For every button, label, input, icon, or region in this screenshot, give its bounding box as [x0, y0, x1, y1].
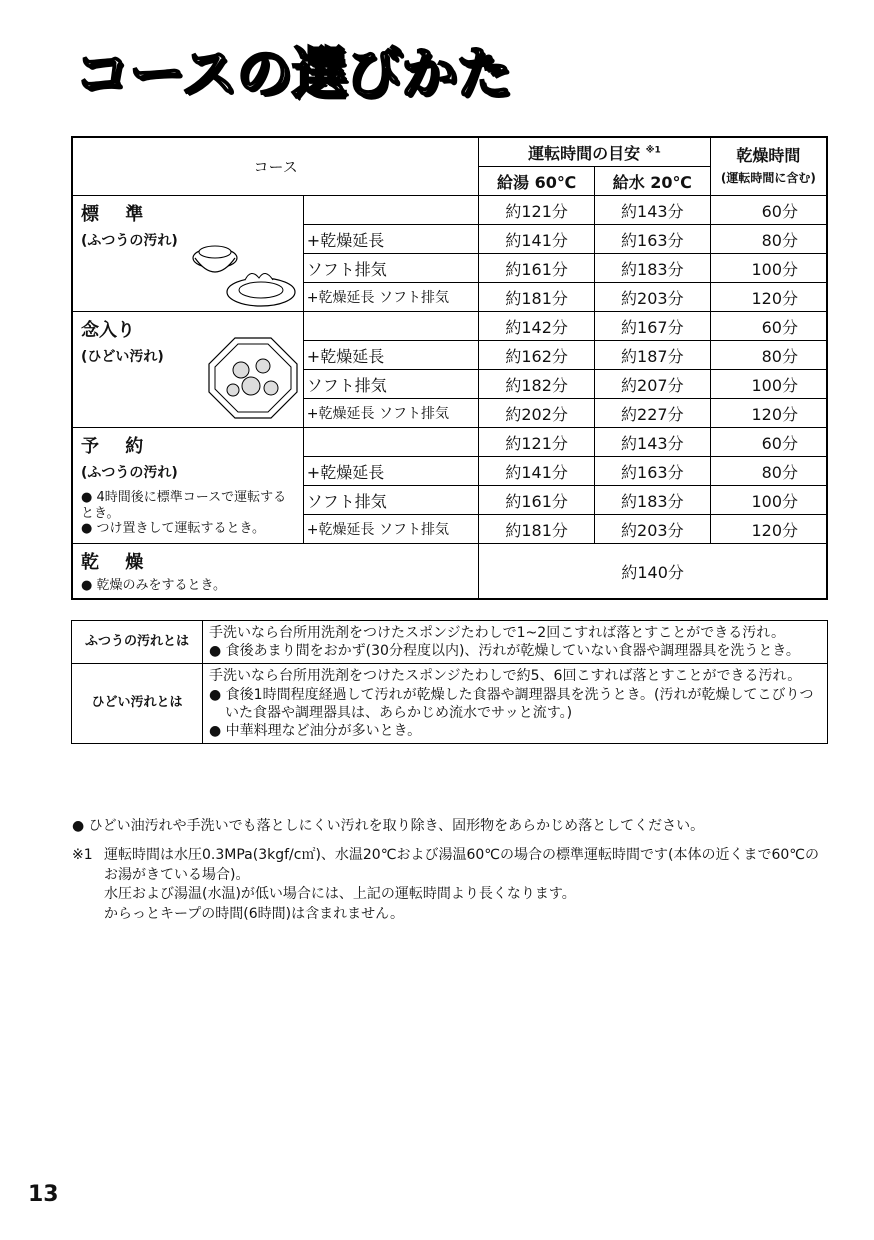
- note-line: からっとキープの時間(6時間)は含まれません。: [104, 905, 404, 922]
- dirty-plate-illustration: [207, 336, 299, 420]
- time-hot: 約181分: [479, 283, 595, 312]
- time-dry: 60分: [710, 196, 827, 225]
- time-cold: 約163分: [594, 457, 710, 486]
- course-name: 念入り: [81, 320, 135, 341]
- time-cold: 約203分: [594, 283, 710, 312]
- option-label: ソフト排気: [303, 370, 478, 399]
- option-label: ソフト排気: [303, 254, 478, 283]
- time-dry: 120分: [710, 399, 827, 428]
- course-standard: [72, 196, 303, 312]
- course-table: [71, 136, 828, 600]
- time-cold: 約167分: [594, 312, 710, 341]
- option-label: ソフト排気: [303, 486, 478, 515]
- time-dry: 80分: [710, 457, 827, 486]
- course-name: 乾 燥: [81, 552, 154, 573]
- option-label: +乾燥延長 ソフト排気: [303, 399, 478, 428]
- course-intensive: [72, 312, 303, 428]
- time-dry: 120分: [710, 283, 827, 312]
- page-title: コースの選びかた: [74, 42, 512, 107]
- time-hot: 約202分: [479, 399, 595, 428]
- option-label: +乾燥延長 ソフト排気: [303, 283, 478, 312]
- time-dry: 80分: [710, 341, 827, 370]
- page-number: 13: [28, 1182, 59, 1207]
- definition-label: ふつうの汚れとは: [72, 621, 203, 664]
- time-hot: 約141分: [479, 225, 595, 254]
- header-time: 運転時間の目安 $^{※1}$: [479, 137, 710, 167]
- time-dry: 100分: [710, 254, 827, 283]
- header-dry: 乾燥時間 (運転時間に含む): [710, 137, 827, 196]
- course-note: ● つけ置きして運転するとき。: [81, 521, 265, 537]
- course-sub: (ふつうの汚れ): [81, 233, 178, 249]
- header-hot: 給湯 60℃: [479, 167, 595, 196]
- course-name: 標 準: [81, 204, 154, 225]
- time-hot: 約162分: [479, 341, 595, 370]
- course-note: ● 4時間後に標準コースで運転するとき。: [81, 490, 287, 521]
- footer-note: [72, 846, 832, 924]
- time-cold: 約227分: [594, 399, 710, 428]
- time-cold: 約143分: [594, 428, 710, 457]
- time-cold: 約207分: [594, 370, 710, 399]
- time-hot: 約161分: [479, 486, 595, 515]
- time-hot: 約142分: [479, 312, 595, 341]
- note-mark: ※1: [72, 847, 93, 863]
- option-label: +乾燥延長: [303, 457, 478, 486]
- time-dry: 80分: [710, 225, 827, 254]
- course-sub: (ひどい汚れ): [81, 349, 164, 365]
- soil-definition-table: [71, 620, 828, 744]
- time-cold: 約143分: [594, 196, 710, 225]
- time-dry: 100分: [710, 370, 827, 399]
- time-hot: 約121分: [479, 196, 595, 225]
- option-label: +乾燥延長: [303, 225, 478, 254]
- time-dry: 60分: [710, 428, 827, 457]
- header-cold: 給水 20℃: [594, 167, 710, 196]
- time-dry: 120分: [710, 515, 827, 544]
- time-cold: 約203分: [594, 515, 710, 544]
- course-name: 予 約: [81, 436, 154, 457]
- time-cold: 約183分: [594, 486, 710, 515]
- option-label: +乾燥延長: [303, 341, 478, 370]
- time-hot: 約121分: [479, 428, 595, 457]
- note-line: 運転時間は水圧0.3MPa(3kgf/c㎡)、水温20℃および湯温60℃の場合の標準運転時間です(本体の近くまで60℃のお湯がきている場合)。: [104, 847, 819, 883]
- time-hot: 約182分: [479, 370, 595, 399]
- time-hot: 約141分: [479, 457, 595, 486]
- course-dry: [72, 544, 479, 600]
- header-course: コース: [72, 137, 479, 196]
- definition-label: ひどい汚れとは: [72, 664, 203, 744]
- option-label: +乾燥延長 ソフト排気: [303, 515, 478, 544]
- course-note: ● 乾燥のみをするとき。: [81, 578, 226, 593]
- definition-text: 手洗いなら台所用洗剤をつけたスポンジたわしで1~2回こすれば落とすことができる汚れ。 ● 食後あまり間をおかず(30分程度以内)、汚れが乾燥していない食器や調理器具を洗うとき。: [203, 621, 828, 664]
- time-cold: 約187分: [594, 341, 710, 370]
- course-timer: [72, 428, 303, 544]
- course-sub: (ふつうの汚れ): [81, 465, 178, 481]
- time-dry: 100分: [710, 486, 827, 515]
- definition-text: 手洗いなら台所用洗剤をつけたスポンジたわしで約5、6回こすれば落とすことができる汚れ。 ● 食後1時間程度経過して汚れが乾燥した食器や調理器具を洗うとき。(汚れが乾燥してこびりついた食器や調理器具は、あらかじめ流水でサッと流す。) ● 中華料理など油分が多いとき。: [203, 664, 828, 744]
- time-cold: 約183分: [594, 254, 710, 283]
- time-hot: 約181分: [479, 515, 595, 544]
- time-dry-course: 約140分: [479, 544, 827, 600]
- time-hot: 約161分: [479, 254, 595, 283]
- rice-dish-illustration: [191, 240, 299, 308]
- footer-bullet: ● ひどい油汚れや手洗いでも落としにくい汚れを取り除き、固形物をあらかじめ落としてください。: [72, 818, 705, 834]
- time-dry: 60分: [710, 312, 827, 341]
- note-line: 水圧および湯温(水温)が低い場合には、上記の運転時間より長くなります。: [104, 886, 576, 903]
- time-cold: 約163分: [594, 225, 710, 254]
